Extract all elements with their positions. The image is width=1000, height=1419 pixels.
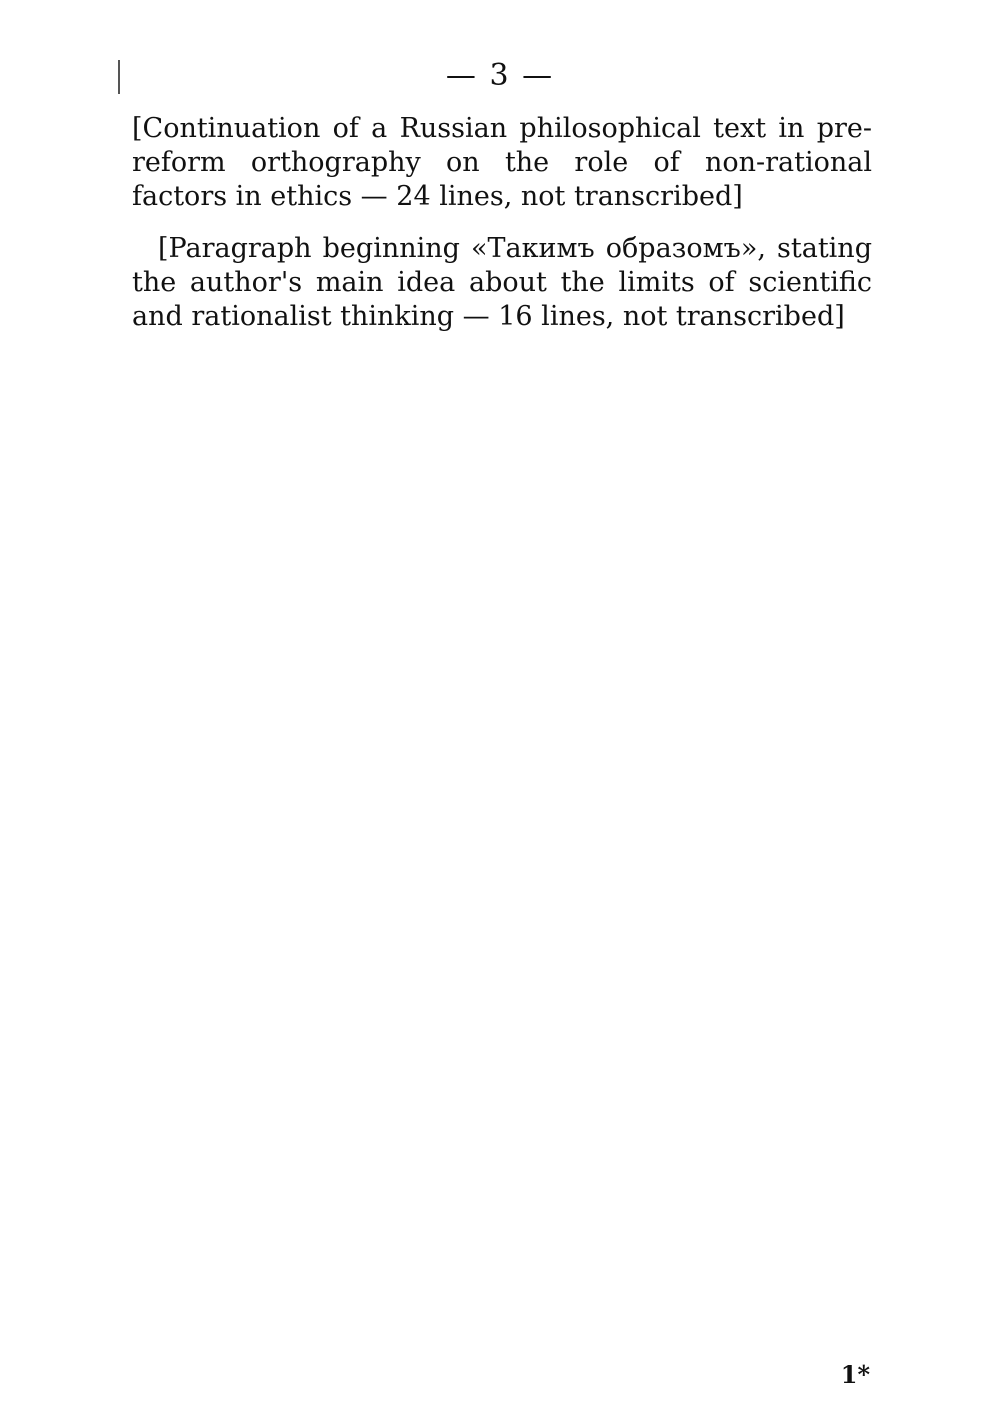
paragraph-2: [Paragraph beginning «Такимъ образомъ», stating the author's main idea about the limits of scientific and rationalist thinking — 16 lines, not transcribed]: [132, 233, 872, 332]
page-number: — 3 —: [445, 58, 555, 93]
signature-mark: 1*: [840, 1360, 870, 1389]
paragraph-1: [Continuation of a Russian philosophical text in pre-reform orthography on the role of non-rational factors in ethics — 24 lines, not transcribed]: [132, 113, 872, 212]
text-body: [132, 112, 872, 352]
